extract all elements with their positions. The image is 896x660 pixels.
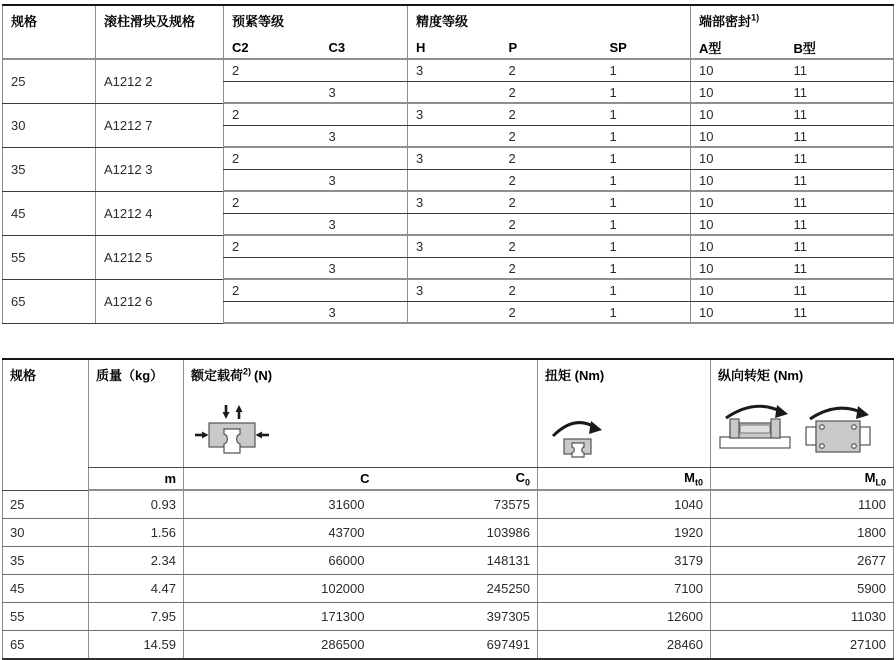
cell-p: 2 — [501, 170, 602, 192]
header-sp: SP — [602, 36, 691, 59]
header-p: P — [501, 36, 602, 59]
cell-c2: 2 — [224, 235, 321, 258]
rated-load-unit: (N) — [254, 368, 273, 383]
cell-sp: 1 — [602, 302, 691, 324]
cell-p: 2 — [501, 126, 602, 148]
table-row — [3, 547, 894, 575]
cell-sp: 1 — [602, 235, 691, 258]
c0-subscript: 0 — [525, 477, 531, 488]
table-row — [3, 575, 894, 603]
cell-c: 31600 — [184, 490, 379, 519]
header-spec: 规格 — [3, 359, 89, 490]
cell-c3: 3 — [321, 82, 408, 104]
cell-ml0: 1100 — [711, 490, 894, 519]
cell-c0: 73575 — [379, 490, 538, 519]
cell-p: 2 — [501, 214, 602, 236]
rated-load-footnote: 2) — [243, 366, 252, 377]
cell-c2: 2 — [224, 147, 321, 170]
header-preload-class: 预紧等级 — [224, 5, 408, 36]
cell-c3: 3 — [321, 170, 408, 192]
cell-ml0: 27100 — [711, 631, 894, 660]
cell-c2 — [224, 126, 321, 148]
cell-c3: 3 — [321, 302, 408, 324]
header-mt0 — [538, 468, 711, 491]
cell-c3 — [321, 147, 408, 170]
cell-c3: 3 — [321, 214, 408, 236]
cell-c2 — [224, 258, 321, 280]
cell-c2 — [224, 302, 321, 324]
cell-ml0: 2677 — [711, 547, 894, 575]
cell-c3 — [321, 279, 408, 302]
cell-mass: 4.47 — [89, 575, 184, 603]
cell-spec: 55 — [3, 603, 89, 631]
cell-mass: 1.56 — [89, 519, 184, 547]
cell-sp: 1 — [602, 82, 691, 104]
cell-h — [408, 170, 501, 192]
cell-runner: A1212 6 — [96, 279, 224, 323]
header-mass: 质量（kg） — [89, 359, 184, 468]
cell-sp: 1 — [602, 126, 691, 148]
cell-sp: 1 — [602, 258, 691, 280]
cell-seal-a: 10 — [691, 82, 786, 104]
cell-ml0: 1800 — [711, 519, 894, 547]
cell-mt0: 1040 — [538, 490, 711, 519]
cell-c: 66000 — [184, 547, 379, 575]
cell-seal-a: 10 — [691, 235, 786, 258]
header-c3: C3 — [321, 36, 408, 59]
mt0-base: M — [684, 469, 695, 485]
cell-seal-b: 11 — [786, 279, 894, 302]
cell-runner: A1212 5 — [96, 235, 224, 279]
cell-seal-a: 10 — [691, 191, 786, 214]
cell-runner: A1212 7 — [96, 103, 224, 147]
table-row — [3, 603, 894, 631]
table-row — [3, 59, 894, 82]
cell-seal-a: 10 — [691, 170, 786, 192]
ml0-subscript: L0 — [875, 477, 887, 488]
table1-header-row1 — [3, 5, 894, 36]
cell-c2 — [224, 170, 321, 192]
end-seal-footnote: 1) — [751, 12, 760, 23]
cell-seal-b: 11 — [786, 302, 894, 324]
cell-c0: 697491 — [379, 631, 538, 660]
cell-mass: 0.93 — [89, 490, 184, 519]
header-spec: 规格 — [3, 5, 96, 59]
table2-header-row2 — [3, 468, 894, 491]
cell-sp: 1 — [602, 279, 691, 302]
cell-c3: 3 — [321, 258, 408, 280]
cell-mt0: 1920 — [538, 519, 711, 547]
cell-seal-a: 10 — [691, 302, 786, 324]
cell-seal-b: 11 — [786, 103, 894, 126]
table-row — [3, 279, 894, 302]
cell-seal-b: 11 — [786, 126, 894, 148]
header-h: H — [408, 36, 501, 59]
cell-h — [408, 82, 501, 104]
cell-sp: 1 — [602, 191, 691, 214]
cell-spec: 65 — [3, 279, 96, 323]
header-m: m — [89, 468, 184, 491]
cell-mass: 2.34 — [89, 547, 184, 575]
cell-seal-b: 11 — [786, 191, 894, 214]
cell-ml0: 5900 — [711, 575, 894, 603]
preload-accuracy-seal-table — [2, 4, 894, 324]
table-row — [3, 235, 894, 258]
cell-h: 3 — [408, 235, 501, 258]
cell-h: 3 — [408, 59, 501, 82]
cell-spec: 55 — [3, 235, 96, 279]
cell-seal-b: 11 — [786, 258, 894, 280]
cell-runner: A1212 2 — [96, 59, 224, 103]
mt0-subscript: t0 — [695, 477, 704, 488]
header-torque — [538, 359, 711, 468]
cell-h — [408, 214, 501, 236]
cell-seal-a: 10 — [691, 59, 786, 82]
cell-c0: 103986 — [379, 519, 538, 547]
table-row — [3, 631, 894, 660]
cell-p: 2 — [501, 191, 602, 214]
cell-ml0: 11030 — [711, 603, 894, 631]
header-accuracy-class: 精度等级 — [408, 5, 691, 36]
cell-seal-a: 10 — [691, 147, 786, 170]
cell-h: 3 — [408, 147, 501, 170]
cell-spec: 25 — [3, 59, 96, 103]
rated-load-label: 额定载荷 — [191, 368, 244, 383]
table-row — [3, 519, 894, 547]
cell-seal-a: 10 — [691, 103, 786, 126]
header-end-seal — [691, 5, 894, 36]
table-row — [3, 147, 894, 170]
cell-spec: 45 — [3, 575, 89, 603]
table-row — [3, 490, 894, 519]
cell-seal-a: 10 — [691, 279, 786, 302]
cell-p: 2 — [501, 147, 602, 170]
cell-seal-b: 11 — [786, 82, 894, 104]
cell-p: 2 — [501, 103, 602, 126]
cell-seal-b: 11 — [786, 235, 894, 258]
cell-p: 2 — [501, 302, 602, 324]
cell-runner: A1212 4 — [96, 191, 224, 235]
cell-p: 2 — [501, 258, 602, 280]
header-longitudinal-torque — [711, 359, 894, 468]
cell-seal-b: 11 — [786, 170, 894, 192]
torque-title: 扭矩 (Nm) — [545, 368, 605, 383]
longitudinal-torque-title: 纵向转矩 (Nm) — [718, 368, 804, 383]
header-rated-load — [184, 359, 538, 468]
cell-c: 286500 — [184, 631, 379, 660]
cell-c2: 2 — [224, 103, 321, 126]
cell-spec: 30 — [3, 519, 89, 547]
cell-c3 — [321, 59, 408, 82]
cell-sp: 1 — [602, 59, 691, 82]
cell-seal-b: 11 — [786, 147, 894, 170]
cell-c2: 2 — [224, 279, 321, 302]
cell-p: 2 — [501, 279, 602, 302]
cell-seal-b: 11 — [786, 59, 894, 82]
load-directions-icon — [193, 403, 271, 459]
load-capacity-table — [2, 358, 894, 660]
rated-load-title — [191, 365, 537, 383]
longitudinal-top-view-icon — [804, 401, 872, 455]
cell-sp: 1 — [602, 170, 691, 192]
cell-c2 — [224, 82, 321, 104]
cell-h — [408, 302, 501, 324]
cell-h: 3 — [408, 191, 501, 214]
cell-spec: 35 — [3, 547, 89, 575]
cell-c3: 3 — [321, 126, 408, 148]
header-runner-block: 滚柱滑块及规格 — [96, 5, 224, 59]
cell-mt0: 28460 — [538, 631, 711, 660]
longitudinal-icons — [718, 401, 893, 455]
cell-spec: 65 — [3, 631, 89, 660]
cell-spec: 25 — [3, 490, 89, 519]
cell-p: 2 — [501, 59, 602, 82]
cell-c3 — [321, 191, 408, 214]
cell-seal-b: 11 — [786, 214, 894, 236]
cell-mass: 7.95 — [89, 603, 184, 631]
cell-sp: 1 — [602, 103, 691, 126]
cell-c3 — [321, 235, 408, 258]
cell-spec: 35 — [3, 147, 96, 191]
cell-h: 3 — [408, 103, 501, 126]
header-c2: C2 — [224, 36, 321, 59]
cell-h — [408, 126, 501, 148]
cell-c: 43700 — [184, 519, 379, 547]
cell-h: 3 — [408, 279, 501, 302]
cell-c3 — [321, 103, 408, 126]
cell-p: 2 — [501, 82, 602, 104]
torque-arrow-icon — [547, 411, 605, 459]
longitudinal-side-view-icon — [718, 401, 792, 451]
header-seal-a: A型 — [691, 36, 786, 59]
c0-base: C — [515, 469, 525, 485]
table-row — [3, 191, 894, 214]
cell-mt0: 7100 — [538, 575, 711, 603]
header-seal-b: B型 — [786, 36, 894, 59]
cell-c2 — [224, 214, 321, 236]
table2-header-row1 — [3, 359, 894, 468]
table-row — [3, 103, 894, 126]
cell-seal-a: 10 — [691, 126, 786, 148]
cell-mt0: 12600 — [538, 603, 711, 631]
cell-h — [408, 258, 501, 280]
header-ml0 — [711, 468, 894, 491]
ml0-base: M — [864, 469, 876, 485]
header-c0 — [379, 468, 538, 491]
cell-c2: 2 — [224, 191, 321, 214]
cell-seal-a: 10 — [691, 214, 786, 236]
cell-seal-a: 10 — [691, 258, 786, 280]
cell-c2: 2 — [224, 59, 321, 82]
cell-c0: 148131 — [379, 547, 538, 575]
cell-sp: 1 — [602, 147, 691, 170]
cell-c0: 245250 — [379, 575, 538, 603]
cell-spec: 30 — [3, 103, 96, 147]
header-c: C — [184, 468, 379, 491]
cell-mass: 14.59 — [89, 631, 184, 660]
cell-runner: A1212 3 — [96, 147, 224, 191]
cell-c: 102000 — [184, 575, 379, 603]
cell-p: 2 — [501, 235, 602, 258]
cell-mt0: 3179 — [538, 547, 711, 575]
cell-c0: 397305 — [379, 603, 538, 631]
cell-c: 171300 — [184, 603, 379, 631]
end-seal-label: 端部密封 — [699, 14, 752, 29]
cell-spec: 45 — [3, 191, 96, 235]
cell-sp: 1 — [602, 214, 691, 236]
